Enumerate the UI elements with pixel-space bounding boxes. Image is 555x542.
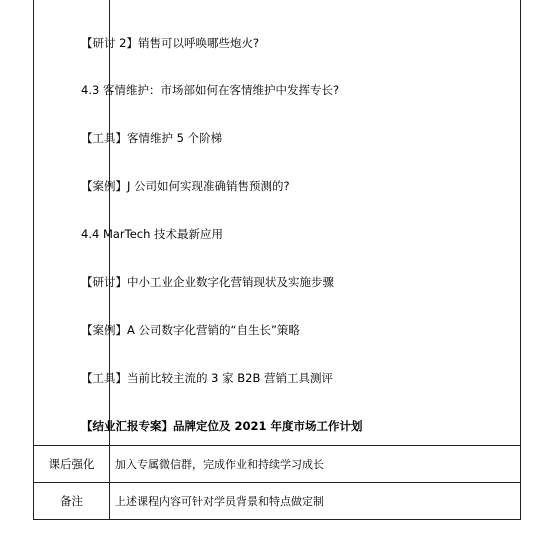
content-item: 【案例】A 公司数字化营销的“自生长”策略 (81, 323, 300, 337)
remarks-cell (110, 483, 520, 519)
course-table (33, 0, 521, 520)
after-class-label: 课后强化 (34, 446, 110, 482)
content-item: 【研讨 2】销售可以呼唤哪些炮火? (81, 36, 260, 50)
remarks-text: 上述课程内容可针对学员背景和特点做定制 (115, 495, 324, 508)
content-item: 4.4 MarTech 技术最新应用 (81, 227, 224, 241)
content-item: 【工具】当前比较主流的 3 家 B2B 营销工具测评 (81, 371, 334, 385)
content-item: 【工具】客情维护 5 个阶梯 (81, 131, 223, 145)
content-item: 【研讨】中小工业企业数字化营销现状及实施步骤 (81, 275, 334, 289)
content-item: 4.3 客情维护：市场部如何在客情维护中发挥专长? (81, 83, 340, 97)
after-class-row (34, 446, 520, 483)
content-item: 【结业汇报专案】品牌定位及 2021 年度市场工作计划 (81, 419, 363, 433)
remarks-row (34, 483, 520, 520)
content-item: 【案例】J 公司如何实现准确销售预测的? (81, 179, 290, 193)
after-class-cell (110, 446, 520, 482)
remarks-label: 备注 (34, 483, 110, 519)
after-class-text: 加入专属微信群，完成作业和持续学习成长 (115, 458, 324, 471)
